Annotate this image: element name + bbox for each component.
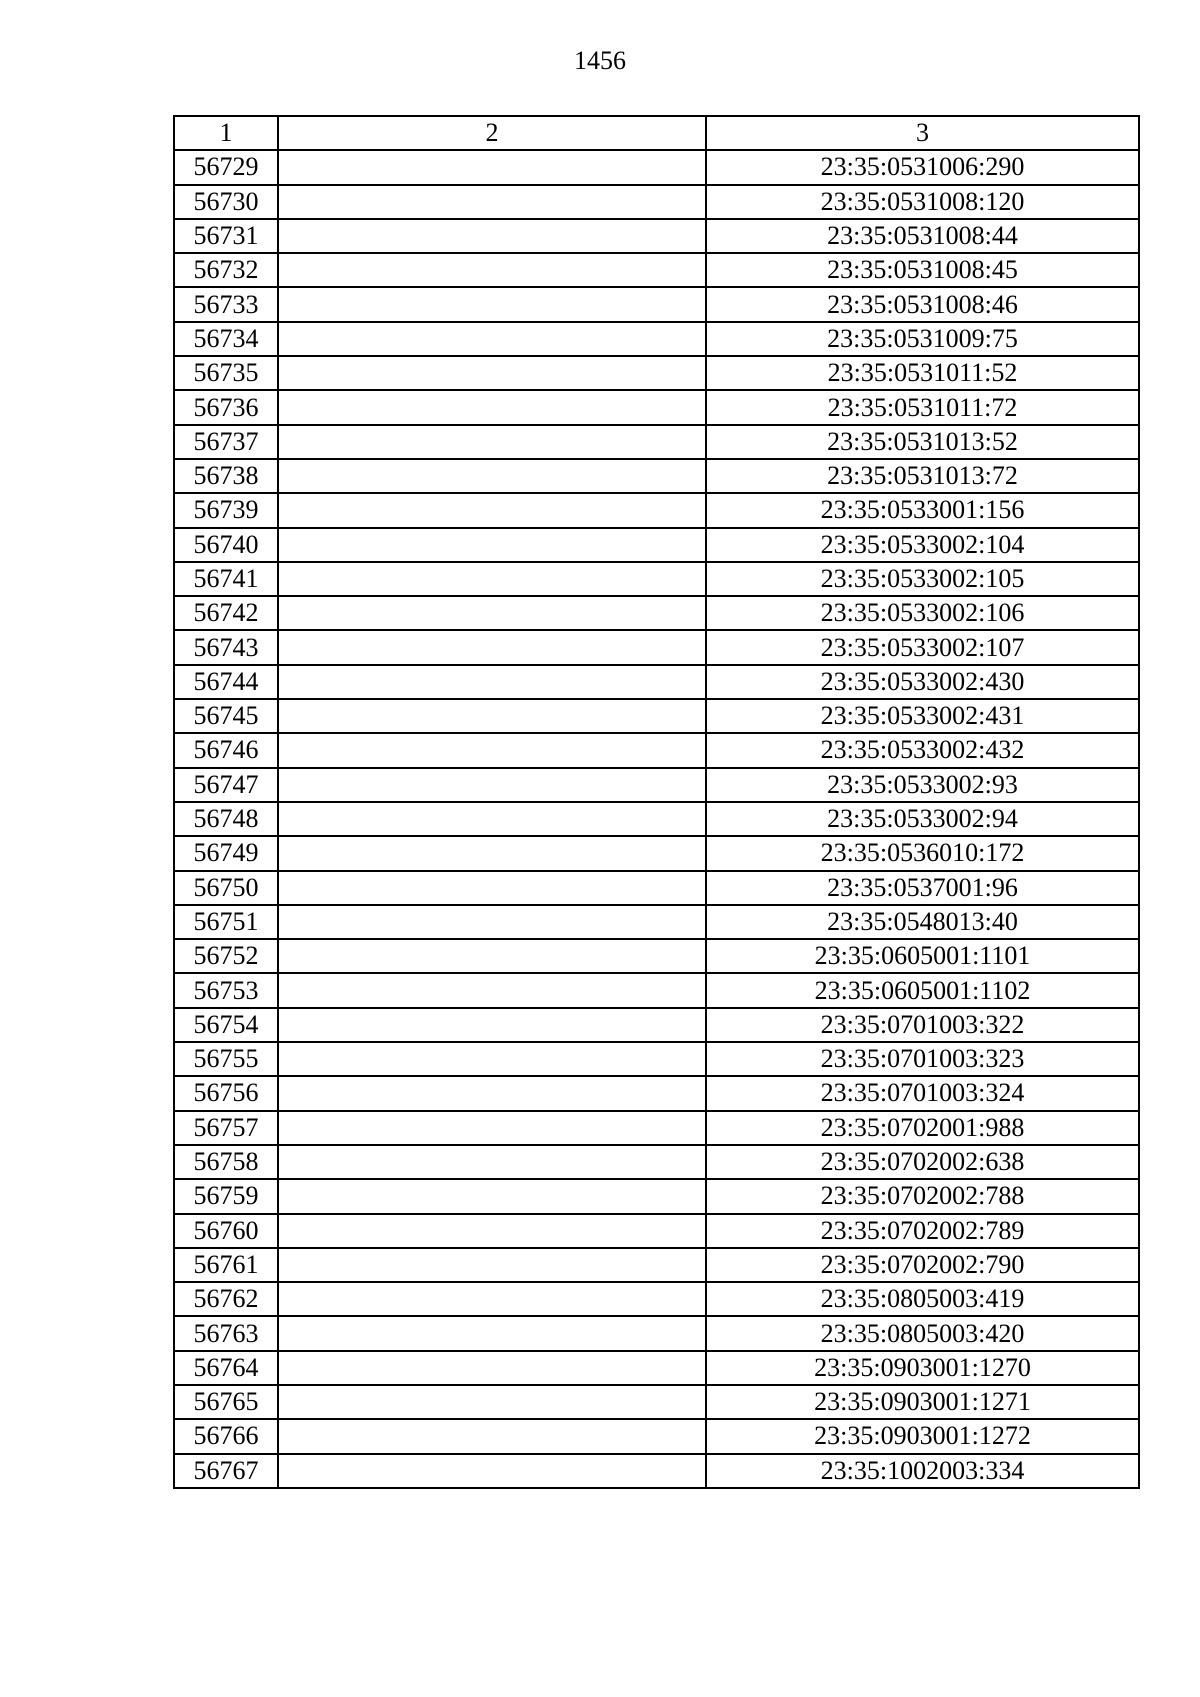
column-2-cell	[278, 665, 706, 699]
cadastral-number-cell: 23:35:0533002:94	[706, 802, 1139, 836]
cadastral-number-cell: 23:35:0533002:105	[706, 562, 1139, 596]
cadastral-number-cell: 23:35:0531013:52	[706, 425, 1139, 459]
column-2-cell	[278, 699, 706, 733]
row-number-cell: 56747	[174, 768, 278, 802]
table-row	[174, 1008, 1139, 1042]
row-number-cell: 56754	[174, 1008, 278, 1042]
cadastral-number-cell: 23:35:0531013:72	[706, 459, 1139, 493]
row-number-cell: 56749	[174, 836, 278, 870]
row-number-cell: 56732	[174, 253, 278, 287]
row-number-cell: 56730	[174, 185, 278, 219]
table-row	[174, 596, 1139, 630]
column-2-cell	[278, 802, 706, 836]
row-number-cell: 56765	[174, 1385, 278, 1419]
column-2-cell	[278, 185, 706, 219]
cadastral-number-cell: 23:35:0531008:120	[706, 185, 1139, 219]
column-2-cell	[278, 768, 706, 802]
table-row	[174, 287, 1139, 321]
registry-table	[173, 115, 1140, 1489]
row-number-cell: 56746	[174, 733, 278, 767]
row-number-cell: 56737	[174, 425, 278, 459]
cadastral-number-cell: 23:35:1002003:334	[706, 1454, 1139, 1488]
column-2-cell	[278, 1385, 706, 1419]
cadastral-number-cell: 23:35:0531011:52	[706, 356, 1139, 390]
column-2-cell	[278, 905, 706, 939]
cadastral-number-cell: 23:35:0805003:419	[706, 1282, 1139, 1316]
cadastral-number-cell: 23:35:0531011:72	[706, 390, 1139, 424]
column-2-cell	[278, 459, 706, 493]
column-header-2: 2	[278, 116, 706, 150]
table-row	[174, 973, 1139, 1007]
column-2-cell	[278, 1008, 706, 1042]
column-2-cell	[278, 493, 706, 527]
table-row	[174, 185, 1139, 219]
column-2-cell	[278, 287, 706, 321]
column-2-cell	[278, 1316, 706, 1350]
cadastral-number-cell: 23:35:0531008:46	[706, 287, 1139, 321]
row-number-cell: 56761	[174, 1248, 278, 1282]
row-number-cell: 56752	[174, 939, 278, 973]
column-2-cell	[278, 253, 706, 287]
table-row	[174, 905, 1139, 939]
cadastral-number-cell: 23:35:0702001:988	[706, 1111, 1139, 1145]
column-header-3: 3	[706, 116, 1139, 150]
cadastral-number-cell: 23:35:0702002:790	[706, 1248, 1139, 1282]
column-header-1: 1	[174, 116, 278, 150]
row-number-cell: 56760	[174, 1214, 278, 1248]
column-2-cell	[278, 871, 706, 905]
table-row	[174, 1419, 1139, 1453]
cadastral-number-cell: 23:35:0701003:322	[706, 1008, 1139, 1042]
cadastral-number-cell: 23:35:0702002:789	[706, 1214, 1139, 1248]
row-number-cell: 56762	[174, 1282, 278, 1316]
table-row	[174, 665, 1139, 699]
cadastral-number-cell: 23:35:0903001:1271	[706, 1385, 1139, 1419]
cadastral-number-cell: 23:35:0533002:93	[706, 768, 1139, 802]
row-number-cell: 56764	[174, 1351, 278, 1385]
column-2-cell	[278, 630, 706, 664]
cadastral-number-cell: 23:35:0605001:1102	[706, 973, 1139, 1007]
table-row	[174, 802, 1139, 836]
table-body	[174, 150, 1139, 1488]
table-row	[174, 1042, 1139, 1076]
table-row	[174, 390, 1139, 424]
column-2-cell	[278, 528, 706, 562]
table-row	[174, 1076, 1139, 1110]
row-number-cell: 56731	[174, 219, 278, 253]
row-number-cell: 56738	[174, 459, 278, 493]
row-number-cell: 56763	[174, 1316, 278, 1350]
cadastral-number-cell: 23:35:0702002:788	[706, 1179, 1139, 1213]
cadastral-number-cell: 23:35:0533001:156	[706, 493, 1139, 527]
cadastral-number-cell: 23:35:0548013:40	[706, 905, 1139, 939]
table-row	[174, 1248, 1139, 1282]
cadastral-number-cell: 23:35:0533002:430	[706, 665, 1139, 699]
table-row	[174, 1214, 1139, 1248]
column-2-cell	[278, 973, 706, 1007]
table-row	[174, 219, 1139, 253]
table-row	[174, 1282, 1139, 1316]
row-number-cell: 56735	[174, 356, 278, 390]
table-row	[174, 768, 1139, 802]
row-number-cell: 56741	[174, 562, 278, 596]
cadastral-number-cell: 23:35:0536010:172	[706, 836, 1139, 870]
row-number-cell: 56742	[174, 596, 278, 630]
row-number-cell: 56755	[174, 1042, 278, 1076]
row-number-cell: 56745	[174, 699, 278, 733]
row-number-cell: 56753	[174, 973, 278, 1007]
cadastral-number-cell: 23:35:0903001:1270	[706, 1351, 1139, 1385]
table-row	[174, 253, 1139, 287]
table-row	[174, 356, 1139, 390]
cadastral-number-cell: 23:35:0605001:1101	[706, 939, 1139, 973]
column-2-cell	[278, 1145, 706, 1179]
row-number-cell: 56729	[174, 150, 278, 184]
table-row	[174, 1145, 1139, 1179]
row-number-cell: 56751	[174, 905, 278, 939]
column-2-cell	[278, 1351, 706, 1385]
cadastral-number-cell: 23:35:0533002:106	[706, 596, 1139, 630]
column-2-cell	[278, 356, 706, 390]
column-2-cell	[278, 1042, 706, 1076]
row-number-cell: 56743	[174, 630, 278, 664]
cadastral-number-cell: 23:35:0533002:431	[706, 699, 1139, 733]
row-number-cell: 56759	[174, 1179, 278, 1213]
table-header	[174, 116, 1139, 150]
table-row	[174, 493, 1139, 527]
cadastral-number-cell: 23:35:0701003:324	[706, 1076, 1139, 1110]
table-row	[174, 425, 1139, 459]
cadastral-number-cell: 23:35:0531008:44	[706, 219, 1139, 253]
table-row	[174, 699, 1139, 733]
cadastral-number-cell: 23:35:0533002:104	[706, 528, 1139, 562]
table-row	[174, 1454, 1139, 1488]
table-row	[174, 871, 1139, 905]
column-2-cell	[278, 939, 706, 973]
column-2-cell	[278, 1179, 706, 1213]
header-row	[174, 116, 1139, 150]
row-number-cell: 56744	[174, 665, 278, 699]
row-number-cell: 56734	[174, 322, 278, 356]
column-2-cell	[278, 1282, 706, 1316]
table-row	[174, 459, 1139, 493]
row-number-cell: 56756	[174, 1076, 278, 1110]
cadastral-number-cell: 23:35:0537001:96	[706, 871, 1139, 905]
column-2-cell	[278, 1214, 706, 1248]
cadastral-number-cell: 23:35:0531009:75	[706, 322, 1139, 356]
row-number-cell: 56748	[174, 802, 278, 836]
column-2-cell	[278, 150, 706, 184]
row-number-cell: 56766	[174, 1419, 278, 1453]
column-2-cell	[278, 219, 706, 253]
cadastral-number-cell: 23:35:0702002:638	[706, 1145, 1139, 1179]
page-number: 1456	[574, 46, 626, 75]
column-2-cell	[278, 733, 706, 767]
table-row	[174, 733, 1139, 767]
cadastral-number-cell: 23:35:0903001:1272	[706, 1419, 1139, 1453]
column-2-cell	[278, 1111, 706, 1145]
column-2-cell	[278, 562, 706, 596]
column-2-cell	[278, 1454, 706, 1488]
table-row	[174, 562, 1139, 596]
table-row	[174, 322, 1139, 356]
column-2-cell	[278, 596, 706, 630]
table-row	[174, 528, 1139, 562]
cadastral-number-cell: 23:35:0531006:290	[706, 150, 1139, 184]
row-number-cell: 56750	[174, 871, 278, 905]
table-row	[174, 1111, 1139, 1145]
table-row	[174, 836, 1139, 870]
cadastral-number-cell: 23:35:0533002:432	[706, 733, 1139, 767]
table-row	[174, 1316, 1139, 1350]
cadastral-number-cell: 23:35:0531008:45	[706, 253, 1139, 287]
cadastral-number-cell: 23:35:0805003:420	[706, 1316, 1139, 1350]
table-row	[174, 1179, 1139, 1213]
table-row	[174, 1351, 1139, 1385]
cadastral-number-cell: 23:35:0701003:323	[706, 1042, 1139, 1076]
table-row	[174, 150, 1139, 184]
cadastral-number-cell: 23:35:0533002:107	[706, 630, 1139, 664]
row-number-cell: 56740	[174, 528, 278, 562]
column-2-cell	[278, 1248, 706, 1282]
table-row	[174, 1385, 1139, 1419]
row-number-cell: 56767	[174, 1454, 278, 1488]
row-number-cell: 56739	[174, 493, 278, 527]
row-number-cell: 56736	[174, 390, 278, 424]
column-2-cell	[278, 836, 706, 870]
table-row	[174, 630, 1139, 664]
column-2-cell	[278, 1419, 706, 1453]
row-number-cell: 56733	[174, 287, 278, 321]
column-2-cell	[278, 425, 706, 459]
column-2-cell	[278, 1076, 706, 1110]
row-number-cell: 56758	[174, 1145, 278, 1179]
column-2-cell	[278, 322, 706, 356]
table-row	[174, 939, 1139, 973]
row-number-cell: 56757	[174, 1111, 278, 1145]
column-2-cell	[278, 390, 706, 424]
